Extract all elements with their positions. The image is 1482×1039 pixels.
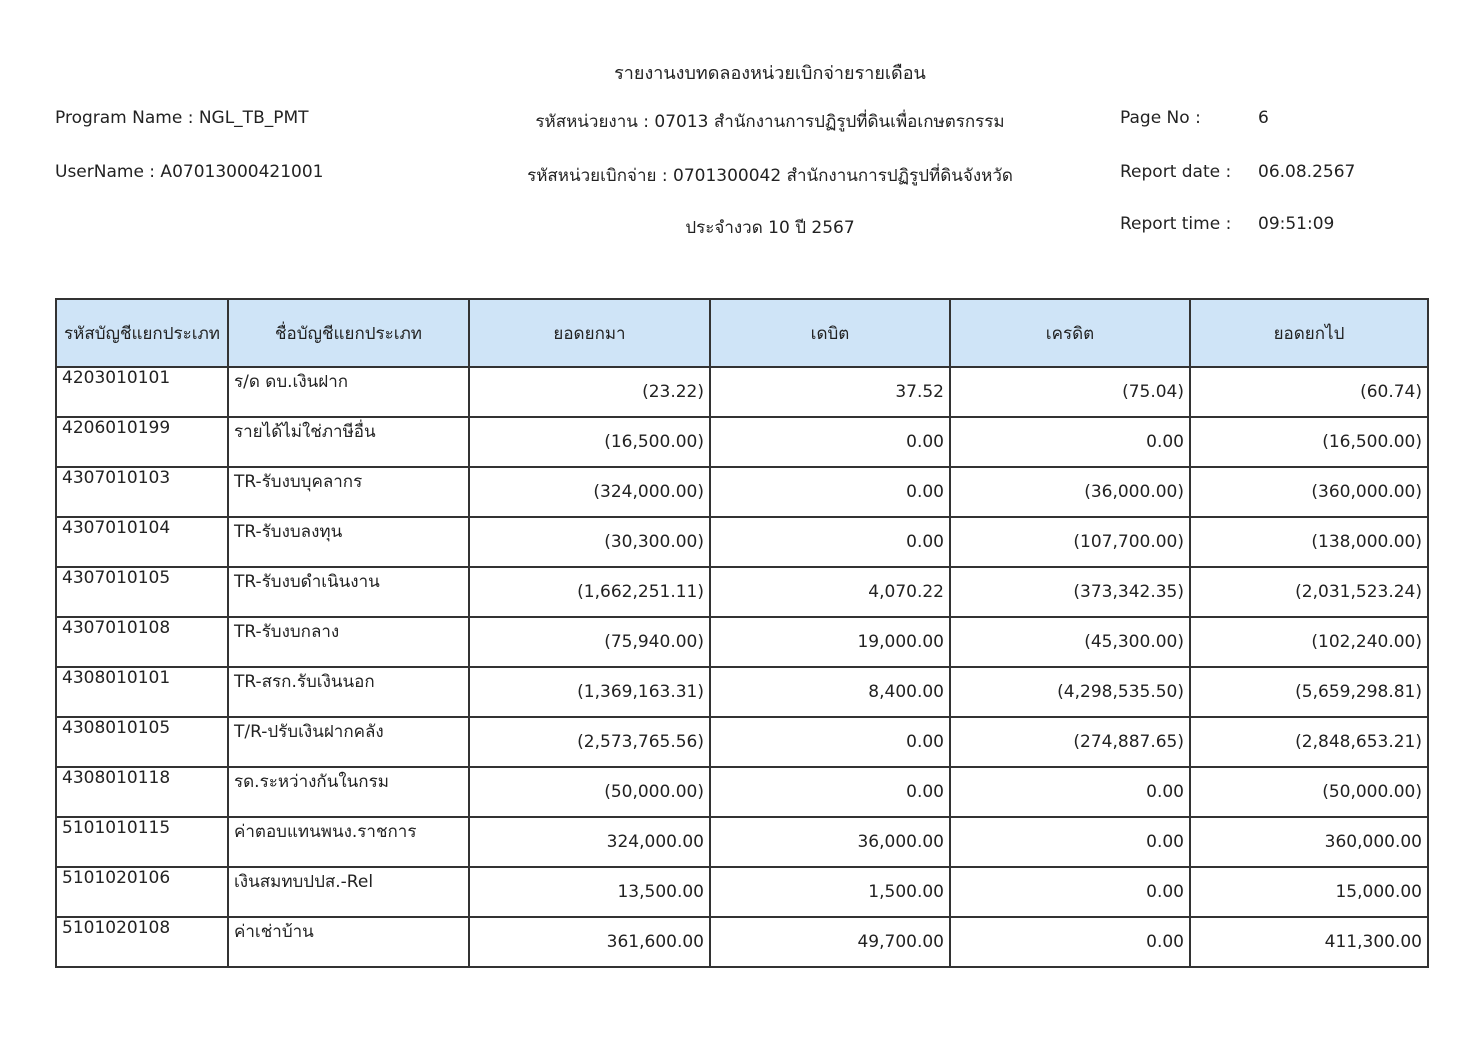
cell-credit: (373,342.35) xyxy=(950,567,1190,617)
cell-opening-balance: (1,369,163.31) xyxy=(469,667,710,717)
cell-opening-balance: (30,300.00) xyxy=(469,517,710,567)
cell-account-code: 5101020106 xyxy=(56,867,228,917)
cell-credit: (274,887.65) xyxy=(950,717,1190,767)
cell-debit: 8,400.00 xyxy=(710,667,950,717)
agency-code: รหัสหน่วยงาน : 07013 สำนักงานการปฏิรูปที่ดินเพื่อเกษตรกรรม xyxy=(535,112,1005,132)
cell-account-code: 4308010101 xyxy=(56,667,228,717)
table-row xyxy=(56,367,1428,417)
cell-account-name: T/R-ปรับเงินฝากคลัง xyxy=(228,717,469,767)
cell-opening-balance: (16,500.00) xyxy=(469,417,710,467)
cell-opening-balance: 361,600.00 xyxy=(469,917,710,967)
cell-account-code: 4307010108 xyxy=(56,617,228,667)
cell-credit: (4,298,535.50) xyxy=(950,667,1190,717)
cell-debit: 49,700.00 xyxy=(710,917,950,967)
cell-account-code: 5101010115 xyxy=(56,817,228,867)
trial-balance-table xyxy=(55,298,1429,968)
column-header-account-name: ชื่อบัญชีแยกประเภท xyxy=(228,299,469,367)
column-header-closing-balance: ยอดยกไป xyxy=(1190,299,1428,367)
cell-account-name: รายได้ไม่ใช่ภาษีอื่น xyxy=(228,417,469,467)
cell-account-code: 4307010103 xyxy=(56,467,228,517)
cell-closing-balance: (2,848,653.21) xyxy=(1190,717,1428,767)
cell-closing-balance: (60.74) xyxy=(1190,367,1428,417)
cell-credit: 0.00 xyxy=(950,867,1190,917)
report-time-value: 09:51:09 xyxy=(1258,214,1335,234)
report-period: ประจำงวด 10 ปี 2567 xyxy=(685,218,855,238)
cell-closing-balance: (360,000.00) xyxy=(1190,467,1428,517)
cell-opening-balance: (2,573,765.56) xyxy=(469,717,710,767)
cell-credit: 0.00 xyxy=(950,917,1190,967)
cell-debit: 19,000.00 xyxy=(710,617,950,667)
cell-closing-balance: 15,000.00 xyxy=(1190,867,1428,917)
cell-debit: 37.52 xyxy=(710,367,950,417)
cell-account-code: 4203010101 xyxy=(56,367,228,417)
column-header-debit: เดบิต xyxy=(710,299,950,367)
table-row xyxy=(56,717,1428,767)
column-header-credit: เครดิต xyxy=(950,299,1190,367)
cell-account-code: 4307010105 xyxy=(56,567,228,617)
table-row xyxy=(56,417,1428,467)
cell-closing-balance: 411,300.00 xyxy=(1190,917,1428,967)
cell-account-name: TR-รับงบดำเนินงาน xyxy=(228,567,469,617)
cell-account-name: ร/ด ดบ.เงินฝาก xyxy=(228,367,469,417)
cell-debit: 0.00 xyxy=(710,767,950,817)
cell-opening-balance: (324,000.00) xyxy=(469,467,710,517)
report-title: รายงานงบทดลองหน่วยเบิกจ่ายรายเดือน xyxy=(614,63,926,84)
cell-debit: 0.00 xyxy=(710,417,950,467)
cell-debit: 0.00 xyxy=(710,467,950,517)
table-row xyxy=(56,517,1428,567)
user-name: UserName : A07013000421001 xyxy=(55,162,324,182)
cell-closing-balance: (138,000.00) xyxy=(1190,517,1428,567)
table-row xyxy=(56,567,1428,617)
report-time-label: Report time : xyxy=(1120,214,1232,234)
table-row xyxy=(56,617,1428,667)
page-no-label: Page No : xyxy=(1120,108,1201,128)
cell-debit: 0.00 xyxy=(710,717,950,767)
table-header-row xyxy=(56,299,1428,367)
cell-account-code: 4308010118 xyxy=(56,767,228,817)
cell-account-name: รด.ระหว่างกันในกรม xyxy=(228,767,469,817)
cell-debit: 1,500.00 xyxy=(710,867,950,917)
table-row xyxy=(56,867,1428,917)
cell-account-name: เงินสมทบปปส.-Rel xyxy=(228,867,469,917)
cell-account-code: 4206010199 xyxy=(56,417,228,467)
cell-account-code: 4308010105 xyxy=(56,717,228,767)
cell-closing-balance: (2,031,523.24) xyxy=(1190,567,1428,617)
program-name: Program Name : NGL_TB_PMT xyxy=(55,108,309,128)
cell-credit: (45,300.00) xyxy=(950,617,1190,667)
cell-account-name: ค่าเช่าบ้าน xyxy=(228,917,469,967)
page-no-value: 6 xyxy=(1258,108,1269,128)
cell-credit: (107,700.00) xyxy=(950,517,1190,567)
cell-account-name: TR-รับงบบุคลากร xyxy=(228,467,469,517)
cell-account-name: ค่าตอบแทนพนง.ราชการ xyxy=(228,817,469,867)
cell-closing-balance: (5,659,298.81) xyxy=(1190,667,1428,717)
cell-opening-balance: (50,000.00) xyxy=(469,767,710,817)
cell-credit: (75.04) xyxy=(950,367,1190,417)
cell-credit: 0.00 xyxy=(950,767,1190,817)
table-row xyxy=(56,917,1428,967)
cell-closing-balance: (16,500.00) xyxy=(1190,417,1428,467)
column-header-account-code: รหัสบัญชีแยกประเภท xyxy=(56,299,228,367)
cell-debit: 36,000.00 xyxy=(710,817,950,867)
report-date-value: 06.08.2567 xyxy=(1258,162,1356,182)
cell-closing-balance: (102,240.00) xyxy=(1190,617,1428,667)
table-row xyxy=(56,467,1428,517)
column-header-opening-balance: ยอดยกมา xyxy=(469,299,710,367)
cell-credit: (36,000.00) xyxy=(950,467,1190,517)
disbursing-unit-code: รหัสหน่วยเบิกจ่าย : 0701300042 สำนักงานการปฏิรูปที่ดินจังหวัด xyxy=(527,166,1013,186)
cell-opening-balance: (75,940.00) xyxy=(469,617,710,667)
cell-account-code: 4307010104 xyxy=(56,517,228,567)
table-row xyxy=(56,667,1428,717)
cell-opening-balance: 13,500.00 xyxy=(469,867,710,917)
table-body xyxy=(56,367,1428,967)
report-date-label: Report date : xyxy=(1120,162,1232,182)
cell-debit: 4,070.22 xyxy=(710,567,950,617)
cell-opening-balance: 324,000.00 xyxy=(469,817,710,867)
cell-debit: 0.00 xyxy=(710,517,950,567)
cell-opening-balance: (23.22) xyxy=(469,367,710,417)
cell-account-name: TR-รับงบกลาง xyxy=(228,617,469,667)
table-row xyxy=(56,817,1428,867)
cell-account-name: TR-สรก.รับเงินนอก xyxy=(228,667,469,717)
cell-credit: 0.00 xyxy=(950,417,1190,467)
cell-credit: 0.00 xyxy=(950,817,1190,867)
cell-closing-balance: 360,000.00 xyxy=(1190,817,1428,867)
cell-account-code: 5101020108 xyxy=(56,917,228,967)
table-row xyxy=(56,767,1428,817)
cell-account-name: TR-รับงบลงทุน xyxy=(228,517,469,567)
cell-closing-balance: (50,000.00) xyxy=(1190,767,1428,817)
cell-opening-balance: (1,662,251.11) xyxy=(469,567,710,617)
